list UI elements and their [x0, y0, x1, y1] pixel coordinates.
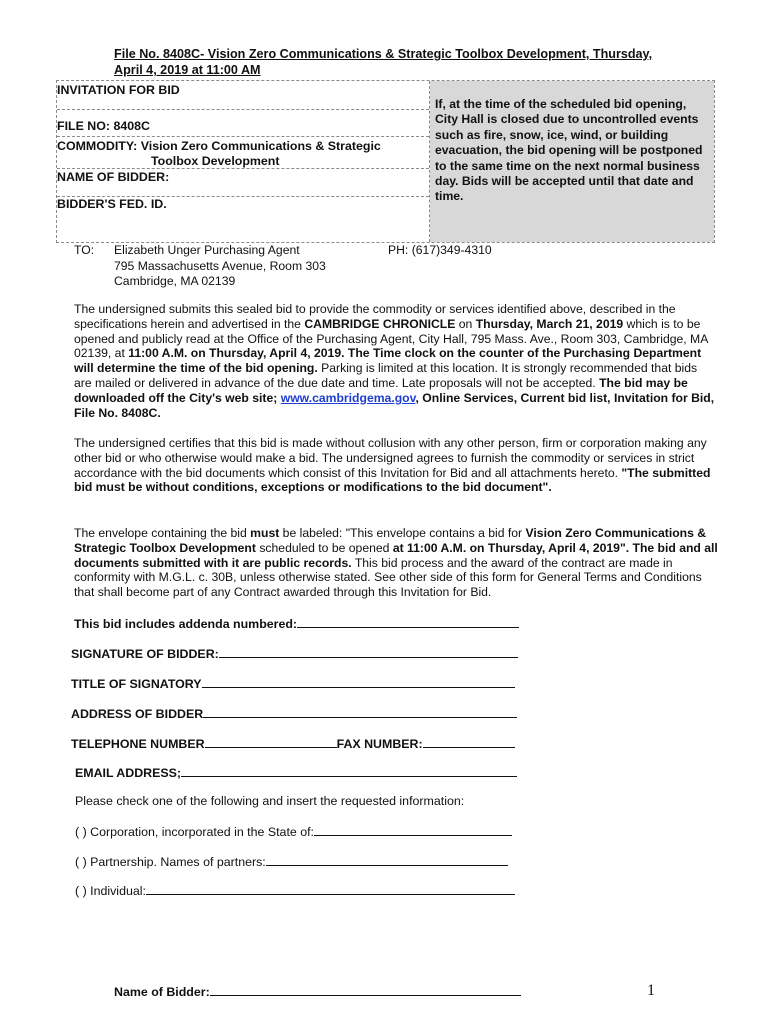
- download-note: The bid may be downloaded off the City's web site;: [74, 375, 688, 405]
- email-field: [75, 764, 517, 780]
- commodity-line-1: COMMODITY: Vision Zero Communications & Strategic: [57, 139, 381, 153]
- footer-name-of-bidder-label: Name of Bidder:: [114, 985, 210, 999]
- text: which is to be opened and publicly read at the Office of the Purchasing Agent, City Hall, 795 Mass. Ave., Room 303, Cambridge, MA 02139, at: [74, 316, 708, 361]
- footer-name-of-bidder-field: [114, 983, 521, 999]
- individual-option: [75, 882, 515, 898]
- text: The envelope containing the bid: [74, 526, 251, 540]
- fax-input-line[interactable]: [423, 735, 515, 748]
- corporation-option: [75, 823, 512, 839]
- title-of-signatory-label: TITLE OF SIGNATORY: [71, 677, 202, 691]
- commodity-line-2: Toolbox Development: [57, 154, 429, 169]
- telephone-fax-field: [71, 735, 515, 751]
- signature-input-line[interactable]: [219, 645, 518, 658]
- email-input-line[interactable]: [181, 764, 517, 777]
- title-of-signatory-field: [71, 675, 515, 691]
- addenda-input-line[interactable]: [297, 615, 519, 628]
- title-line-2: April 4, 2019 at 11:00 AM: [114, 63, 261, 77]
- address-label: ADDRESS OF BIDDER: [71, 707, 204, 721]
- fed-id-label: BIDDER'S FED. ID.: [57, 197, 167, 211]
- submission-paragraph: [74, 302, 718, 420]
- public-records-statement: at 11:00 A.M. on Thursday, April 4, 2019". The bid and all documents submitted with it are public records.: [74, 540, 718, 570]
- recipient-name: Elizabeth Unger Purchasing Agent: [114, 243, 300, 257]
- title-of-signatory-input-line[interactable]: [202, 675, 515, 688]
- corporation-state-input-line[interactable]: [314, 823, 512, 836]
- text: Parking is limited at this location. It is strongly recommended that bids are mailed or delivered in advance of the due date and time. Late proposals will not be accepted.: [74, 361, 698, 390]
- text: scheduled to be opened: [255, 540, 393, 555]
- addenda-field: [74, 615, 519, 631]
- page-number: 1: [647, 982, 655, 999]
- title-line-1: File No. 8408C- Vision Zero Communications & Strategic Toolbox Development, Thursday,: [114, 47, 653, 61]
- partnership-checkbox-label[interactable]: ( ) Partnership. Names of partners:: [75, 855, 266, 869]
- telephone-label: TELEPHONE NUMBER: [71, 737, 205, 751]
- phone-number: PH: (617)349-4310: [388, 243, 492, 257]
- corporation-checkbox-label[interactable]: ( ) Corporation, incorporated in the State of:: [75, 825, 314, 839]
- individual-input-line[interactable]: [146, 882, 515, 895]
- signature-field: [71, 645, 518, 661]
- certification-paragraph: [74, 436, 718, 495]
- signature-label: SIGNATURE OF BIDDER:: [71, 647, 219, 661]
- to-label: TO:: [74, 243, 95, 257]
- recipient-street: 795 Massachusetts Avenue, Room 303: [114, 258, 326, 273]
- text: This bid process and the award of the contract are made in conformity with M.G.L. c. 30B, unless otherwise stated. See other side of this form for General Terms and Conditions that shall become part of any Contract awarded through this Invitation for Bid.: [74, 555, 702, 600]
- envelope-paragraph: [74, 526, 718, 600]
- footer-name-of-bidder-input-line[interactable]: [210, 983, 521, 996]
- recipient-city: Cambridge, MA 02139: [114, 274, 236, 288]
- text: be labeled: "This envelope contains a bid for: [279, 526, 526, 540]
- address-input-line[interactable]: [203, 705, 517, 718]
- text: The undersigned certifies that this bid is made without collusion with any other person, firm or corporation making any other bid or who otherwise would make a bid. The undersigned agrees to furnish the commodity or services in strict accordance with the bid documents which consist of this Invitation for Bid and all attachments hereto.: [74, 436, 707, 480]
- name-of-bidder-label: NAME OF BIDDER:: [57, 170, 429, 197]
- entity-type-instruction: Please check one of the following and insert the requested information:: [75, 794, 465, 808]
- bid-info-box: [56, 80, 715, 243]
- closure-notice-text: If, at the time of the scheduled bid opening, City Hall is closed due to uncontrolled events such as fire, snow, ice, wind, or building evacuation, the bid opening will be postponed to the same time on the next normal business day. Bids will be accepted until that date and time.: [435, 97, 703, 204]
- advertised-date: Thursday, March 21, 2019: [475, 316, 624, 331]
- addenda-label: This bid includes addenda numbered:: [74, 617, 298, 631]
- fax-label: FAX NUMBER:: [336, 737, 423, 751]
- partnership-names-input-line[interactable]: [266, 853, 508, 866]
- bid-info-left: [57, 81, 430, 242]
- closure-notice-panel: [430, 81, 714, 242]
- telephone-input-line[interactable]: [205, 735, 337, 748]
- city-website-link[interactable]: www.cambridgema.gov: [280, 390, 416, 405]
- opening-time: 11:00 A.M. on Thursday, April 4, 2019. The Time clock on the counter of the Purchasing Department will determine the time of the bid opening.: [74, 346, 702, 376]
- document-title: [114, 46, 674, 78]
- email-label: EMAIL ADDRESS;: [75, 766, 182, 780]
- commodity-name: Vision Zero Communications & Strategic Toolbox Development: [74, 526, 707, 555]
- file-number: FILE NO: 8408C: [57, 119, 429, 137]
- address-field: [71, 705, 517, 721]
- individual-checkbox-label[interactable]: ( ) Individual:: [75, 884, 146, 898]
- no-conditions-statement: "The submitted bid must be without conditions, exceptions or modifications to the bid document".: [74, 465, 711, 495]
- partnership-option: [75, 853, 508, 869]
- text: The undersigned submits this sealed bid to provide the commodity or services identified above, described in the specifications herein and advertised in the: [74, 302, 676, 331]
- text: on: [455, 316, 476, 331]
- emphasis: must: [250, 526, 280, 540]
- invitation-heading: INVITATION FOR BID: [57, 83, 429, 110]
- recipient-address: [114, 243, 384, 290]
- download-note-end: , Online Services, Current bid list, Invitation for Bid, File No. 8408C.: [74, 390, 715, 420]
- newspaper-name: CAMBRIDGE CHRONICLE: [304, 316, 456, 331]
